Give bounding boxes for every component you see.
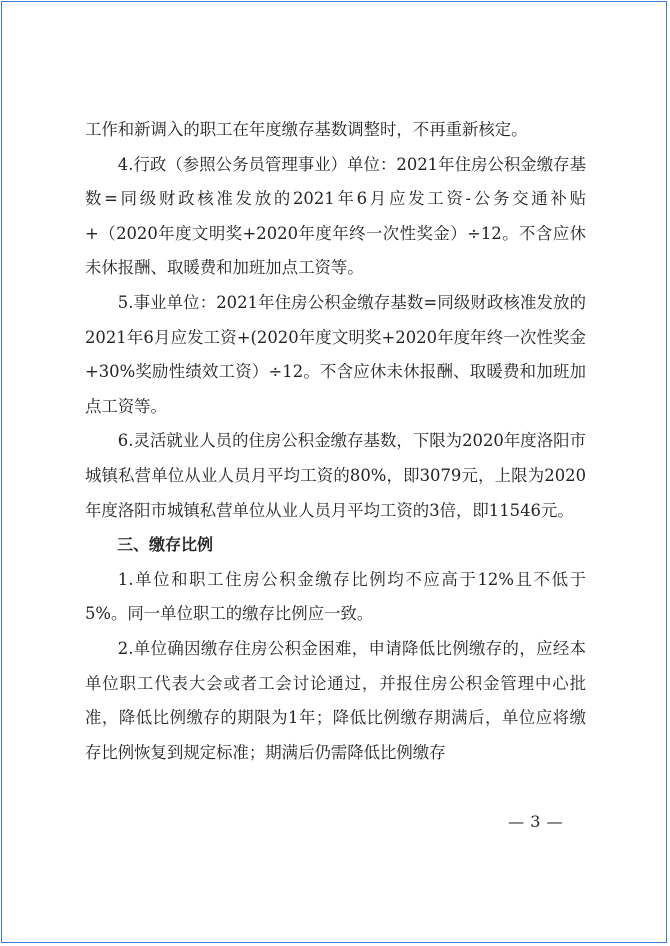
paragraph-ratio-1: 1.单位和职工住房公积金缴存比例均不应高于12%且不低于5%。同一单位职工的缴存比例应一致。	[85, 569, 586, 624]
section-heading: 三、缴存比例	[117, 535, 214, 555]
page-number: — 3 —	[508, 812, 563, 831]
paragraph-continuation: 工作和新调入的职工在年度缴存基数调整时，不再重新核定。	[85, 120, 528, 139]
paragraph-item-4: 4.行政（参照公务员管理事业）单位：2021年住房公积金缴存基数=同级财政核准发放的2021年6月应发工资-公务交通补贴+（2020年度文明奖+2020年度年终一次性奖金）÷12。不含应休未休报酬、取暖费和加班加点工资等。	[85, 154, 586, 278]
document-page	[1, 1, 667, 943]
paragraph-ratio-2: 2.单位确因缴存住房公积金困难，申请降低比例缴存的，应经本单位职工代表大会或者工会讨论通过，并报住房公积金管理中心批准，降低比例缴存的期限为1年；降低比例缴存期满后，单位应将缴存比例恢复到规定标准；期满后仍需降低比例缴存	[85, 638, 586, 762]
paragraph-item-5: 5.事业单位：2021年住房公积金缴存基数=同级财政核准发放的2021年6月应发工资+(2020年度文明奖+2020年度年终一次性奖金+30%奖励性绩效工资）÷12。不含应休未休报酬、取暖费和加班加点工资等。	[85, 292, 586, 416]
paragraph-item-6: 6.灵活就业人员的住房公积金缴存基数，下限为2020年度洛阳市城镇私营单位从业人员月平均工资的80%，即3079元，上限为2020年度洛阳市城镇私营单位从业人员月平均工资的3倍，即11546元。	[85, 431, 586, 520]
document-body	[85, 113, 586, 770]
